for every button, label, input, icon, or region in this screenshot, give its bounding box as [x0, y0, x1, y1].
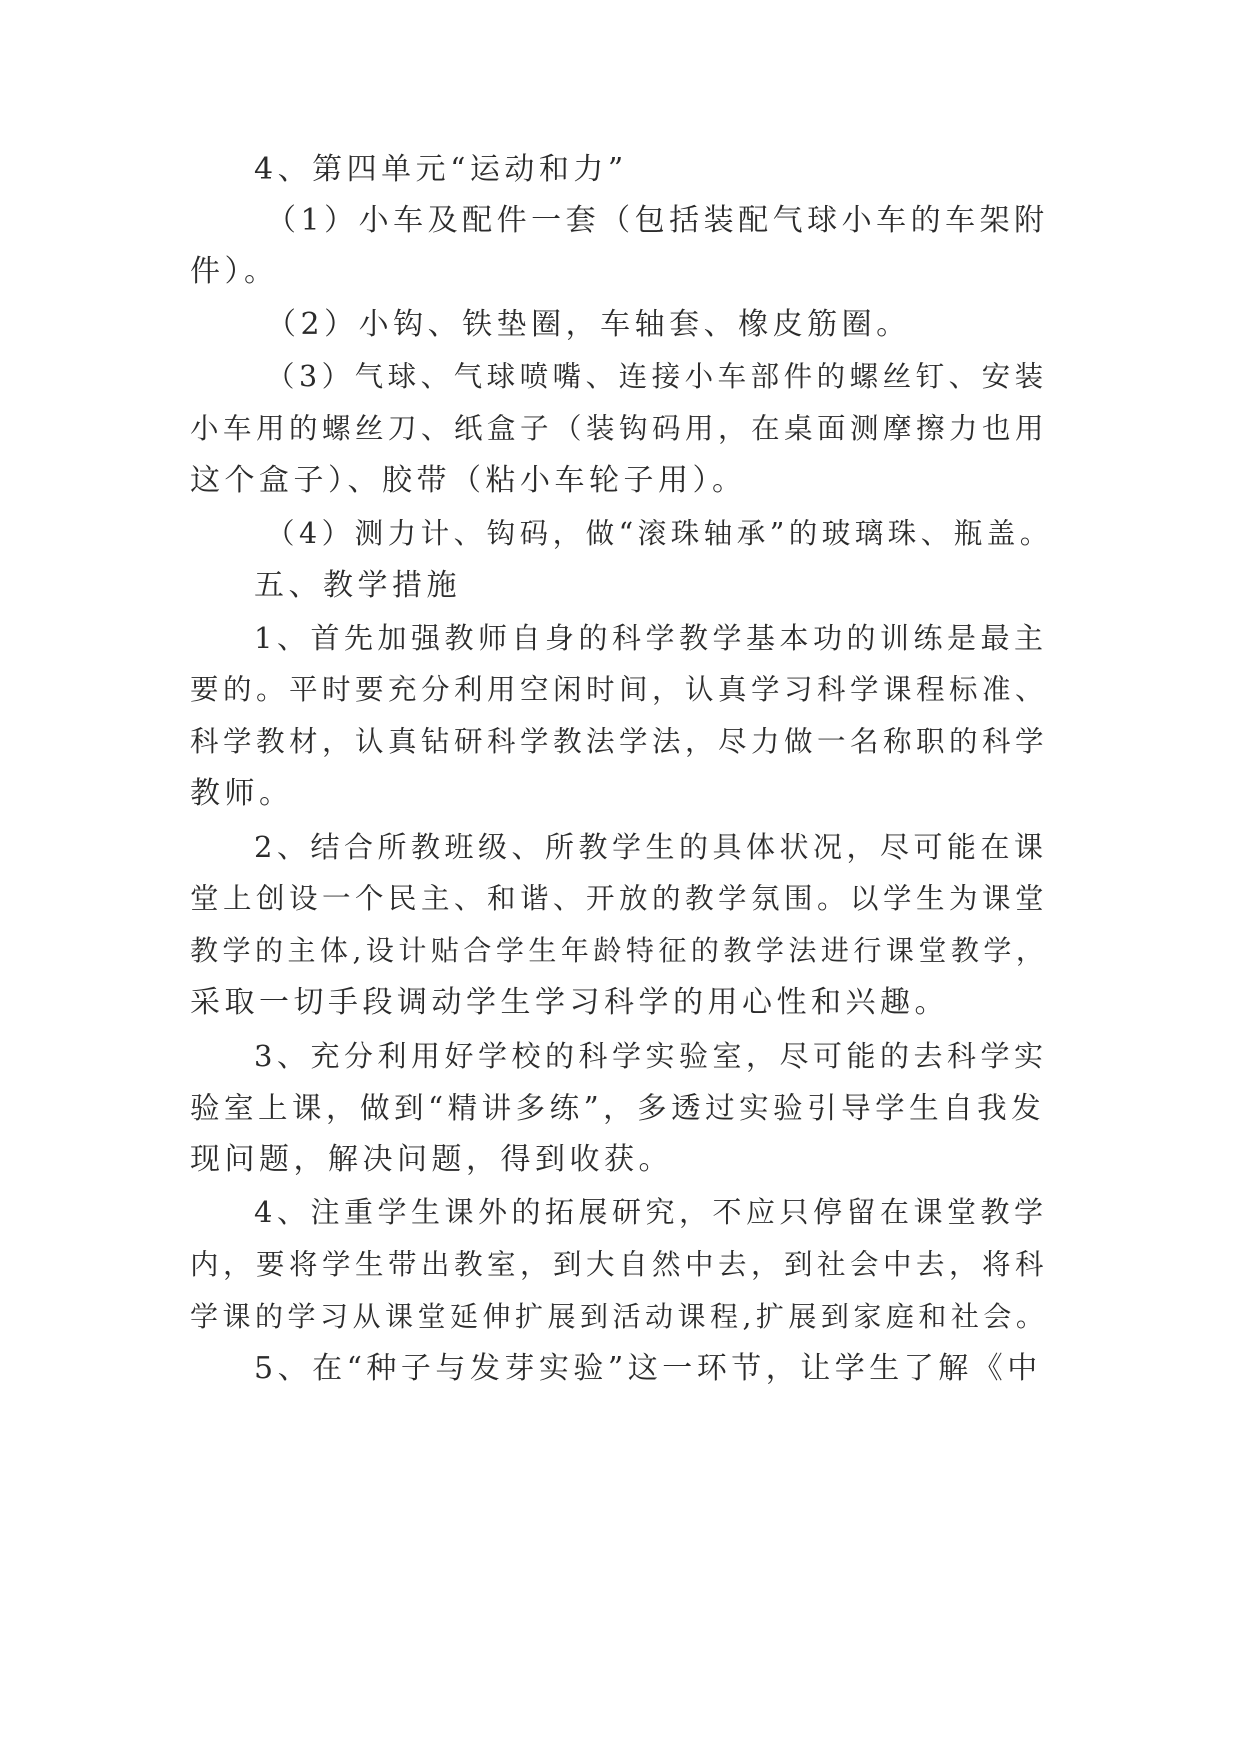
text-line: （2）小钩、铁垫圈，车轴套、橡皮筋圈。: [266, 307, 911, 342]
text-line: 现问题，解决问题，得到收获。: [190, 1142, 673, 1177]
text-line: 教学的主体,设计贴合学生年龄特征的教学法进行课堂教学，: [190, 934, 1049, 967]
text-line: （1）小车及配件一套（包括装配气球小车的车架附: [266, 203, 1049, 238]
text-line: 1、首先加强教师自身的科学教学基本功的训练是最主: [254, 621, 1048, 655]
text-line: 堂上创设一个民主、和谐、开放的教学氛围。以学生为课堂: [190, 882, 1049, 915]
text-line: 内，要将学生带出教室，到大自然中去，到社会中去，将科: [190, 1248, 1049, 1281]
text-line: （3）气球、气球喷嘴、连接小车部件的螺丝钉、安装: [266, 360, 1048, 393]
text-line: 小车用的螺丝刀、纸盒子（装钩码用，在桌面测摩擦力也用: [190, 412, 1049, 445]
text-line: 这个盒子）、胶带（粘小车轮子用）。: [190, 463, 747, 498]
text-line: 2、结合所教班级、所教学生的具体状况，尽可能在课: [254, 830, 1048, 864]
section-heading: 五、教学措施: [254, 568, 461, 603]
text-line: （4）测力计、钩码，做“滚珠轴承”的玻璃珠、瓶盖。: [266, 517, 1053, 550]
text-line: 教师。: [190, 776, 294, 811]
text-line: 验室上课，做到“精讲多练”，多透过实验引导学生自我发: [190, 1091, 1046, 1125]
text-line: 科学教材，认真钻研科学教法学法，尽力做一名称职的科学: [190, 725, 1049, 758]
text-line: 件）。: [190, 254, 279, 289]
text-line: 3、充分利用好学校的科学实验室，尽可能的去科学实: [254, 1039, 1048, 1073]
text-line: 4、第四单元“运动和力”: [254, 152, 628, 187]
text-line: 5、在“种子与发芽实验”这一环节，让学生了解《中: [254, 1351, 1042, 1386]
text-line: 采取一切手段调动学生学习科学的用心性和兴趣。: [190, 985, 949, 1020]
text-line: 学课的学习从课堂延伸扩展到活动课程,扩展到家庭和社会。: [190, 1300, 1049, 1333]
text-line: 4、注重学生课外的拓展研究，不应只停留在课堂教学: [254, 1195, 1048, 1229]
text-line: 要的。平时要充分利用空闲时间，认真学习科学课程标准、: [190, 673, 1049, 706]
